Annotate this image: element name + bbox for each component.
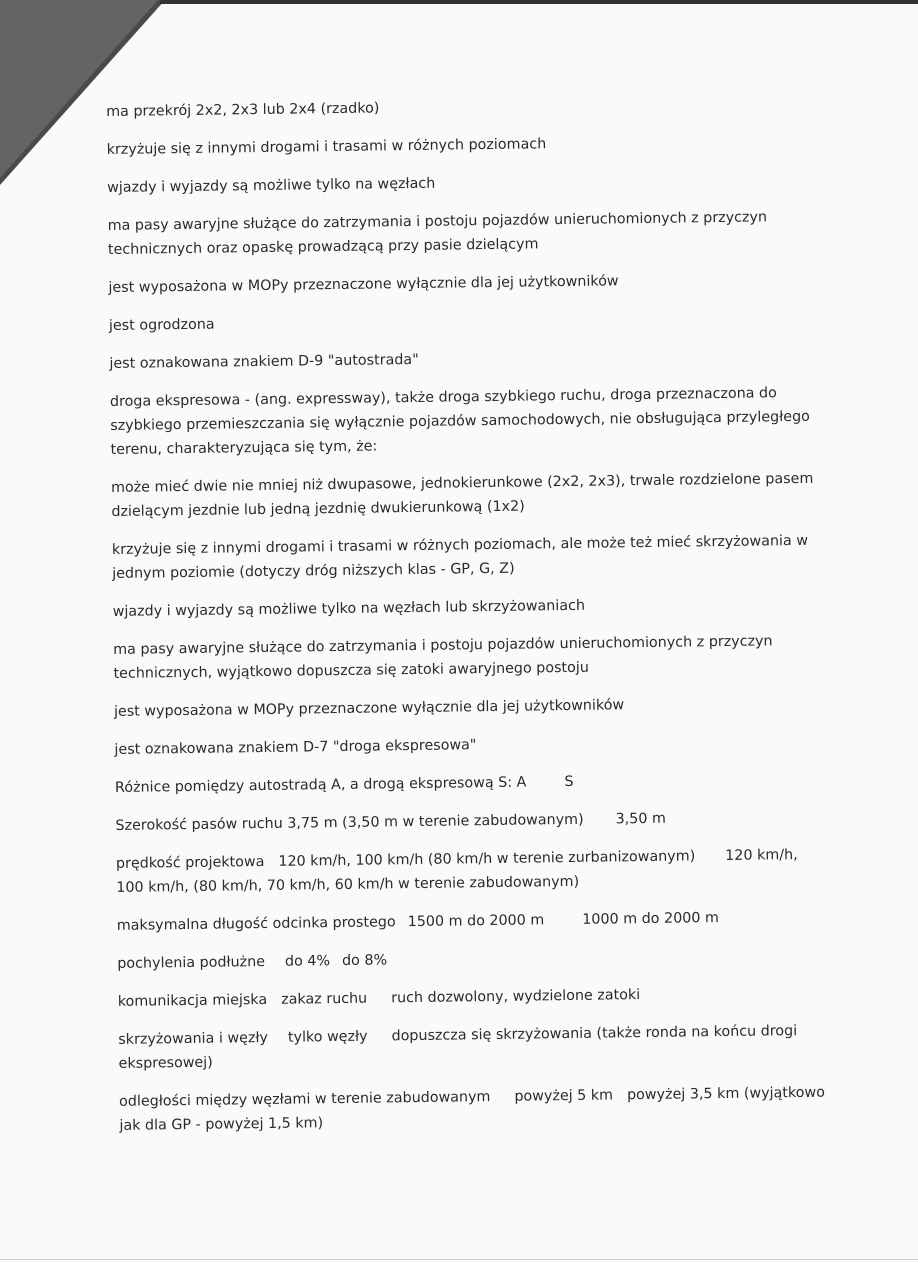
distance-s-continued: jak dla GP - powyżej 1,5 km) [119, 1115, 324, 1134]
comparison-row-distance [119, 1081, 826, 1138]
paragraph [114, 691, 814, 724]
paragraph [112, 529, 813, 586]
paragraph [108, 267, 808, 300]
distance-label: odległości między węzłami w terenie zabudowanym [119, 1089, 491, 1110]
comparison-row-junction [118, 1019, 819, 1076]
comparison-row-lane-width [115, 805, 815, 838]
lane-width-label: Szerokość pasów ruchu 3,75 m (3,50 m w terenie zabudowanym) [115, 811, 584, 834]
text-line: jest wyposażona w MOPy przeznaczone wyłącznie dla jej użytkowników [113, 697, 625, 720]
text-line: dzielącym jezdnie lub jedną jezdnię dwukierunkową (1x2) [111, 498, 525, 520]
straight-s: 1000 m do 2000 m [582, 910, 720, 928]
junction-s: dopuszcza się skrzyżowania (także ronda na końcu drogi [391, 1023, 798, 1045]
paragraph [106, 129, 806, 162]
speed-label: prędkość projektowa [115, 853, 265, 872]
text-line: może mieć dwie nie mniej niż dwupasowe, jednokierunkowe (2x2, 2x3), trwale rozdzielone pasem [110, 470, 814, 496]
junction-label: skrzyżowania i węzły [118, 1029, 269, 1048]
comparison-row-speed [116, 843, 817, 900]
page-top-edge [160, 0, 918, 4]
paragraph [106, 91, 806, 124]
slope-label: pochylenia podłużne [117, 953, 266, 972]
transit-s: ruch dozwolony, wydzielone zatoki [391, 987, 641, 1007]
paragraph [113, 629, 814, 686]
text-line: droga ekspresowa - (ang. expressway), także droga szybkiego ruchu, droga przeznaczona do [109, 385, 777, 410]
comparison-heading-text: Różnice pomiędzy autostradą A, a drogą ekspresową S: A [114, 774, 527, 796]
paragraph [114, 729, 814, 762]
distance-a: powyżej 5 km [514, 1087, 614, 1105]
comparison-heading-s: S [564, 773, 574, 791]
transit-a: zakaz ruchu [281, 990, 368, 1008]
junction-a: tylko węzły [287, 1028, 368, 1046]
text-line: szybkiego przemieszczania się wyłącznie pojazdów samochodowych, nie obsługująca przyległego [110, 408, 810, 434]
document-body [106, 91, 826, 1152]
text-line: jest ogrodzona [108, 316, 215, 334]
text-line: krzyżuje się z innymi drogami i trasami w różnych poziomach, ale może też mieć skrzyżowania w [111, 532, 809, 558]
text-line: jednym poziomie (dotyczy dróg niższych klas - GP, G, Z) [112, 560, 515, 582]
paragraph [107, 167, 807, 200]
comparison-row-transit [118, 981, 818, 1014]
slope-a: do 4% [284, 953, 331, 970]
transit-label: komunikacja miejska [117, 991, 268, 1010]
distance-s: powyżej 3,5 km (wyjątkowo [626, 1084, 826, 1104]
slope-s: do 8% [341, 952, 388, 969]
comparison-heading [115, 767, 815, 800]
junction-s-continued: ekspresowej) [118, 1054, 213, 1072]
text-line: ma pasy awaryjne służące do zatrzymania i postoju pojazdów unieruchomionych z przyczyn [113, 633, 773, 658]
paragraph [113, 591, 813, 624]
text-line: jest oznakowana znakiem D-9 "autostrada" [109, 351, 419, 372]
paragraph [110, 381, 811, 462]
comparison-row-slope [117, 943, 817, 976]
text-line: technicznych, wyjątkowo dopuszcza się zatoki awaryjnego postoju [113, 659, 589, 682]
paragraph [109, 343, 809, 376]
text-line: jest oznakowana znakiem D-7 "droga ekspresowa" [114, 737, 477, 758]
speed-a: 120 km/h, 100 km/h (80 km/h w terenie zurbanizowanym) [278, 848, 696, 870]
comparison-row-straight [117, 905, 817, 938]
paragraph [107, 205, 808, 262]
text-line: ma przekrój 2x2, 2x3 lub 2x4 (rzadko) [106, 100, 380, 120]
lane-width-s: 3,50 m [615, 810, 667, 828]
text-line: krzyżuje się z innymi drogami i trasami w różnych poziomach [106, 136, 547, 158]
straight-label: maksymalna długość odcinka prostego [116, 914, 396, 934]
text-line: wjazdy i wyjazdy są możliwe tylko na węzłach [107, 175, 436, 196]
text-line: wjazdy i wyjazdy są możliwe tylko na węzłach lub skrzyżowaniach [112, 597, 586, 620]
paragraph [109, 305, 809, 338]
text-line: terenu, charakteryzująca się tym, że: [110, 438, 378, 458]
speed-s-continued: 100 km/h, (80 km/h, 70 km/h, 60 km/h w terenie zabudowanym) [116, 873, 580, 896]
text-line: ma pasy awaryjne służące do zatrzymania i postoju pojazdów unieruchomionych z przyczyn [107, 209, 768, 234]
text-line: technicznych oraz opaskę prowadzącą przy pasie dzielącym [107, 236, 539, 258]
text-line: jest wyposażona w MOPy przeznaczone wyłącznie dla jej użytkowników [108, 273, 619, 296]
paragraph [111, 467, 812, 524]
straight-a: 1500 m do 2000 m [407, 912, 545, 931]
speed-s: 120 km/h, [725, 847, 798, 864]
page-bottom-edge [0, 1259, 918, 1260]
